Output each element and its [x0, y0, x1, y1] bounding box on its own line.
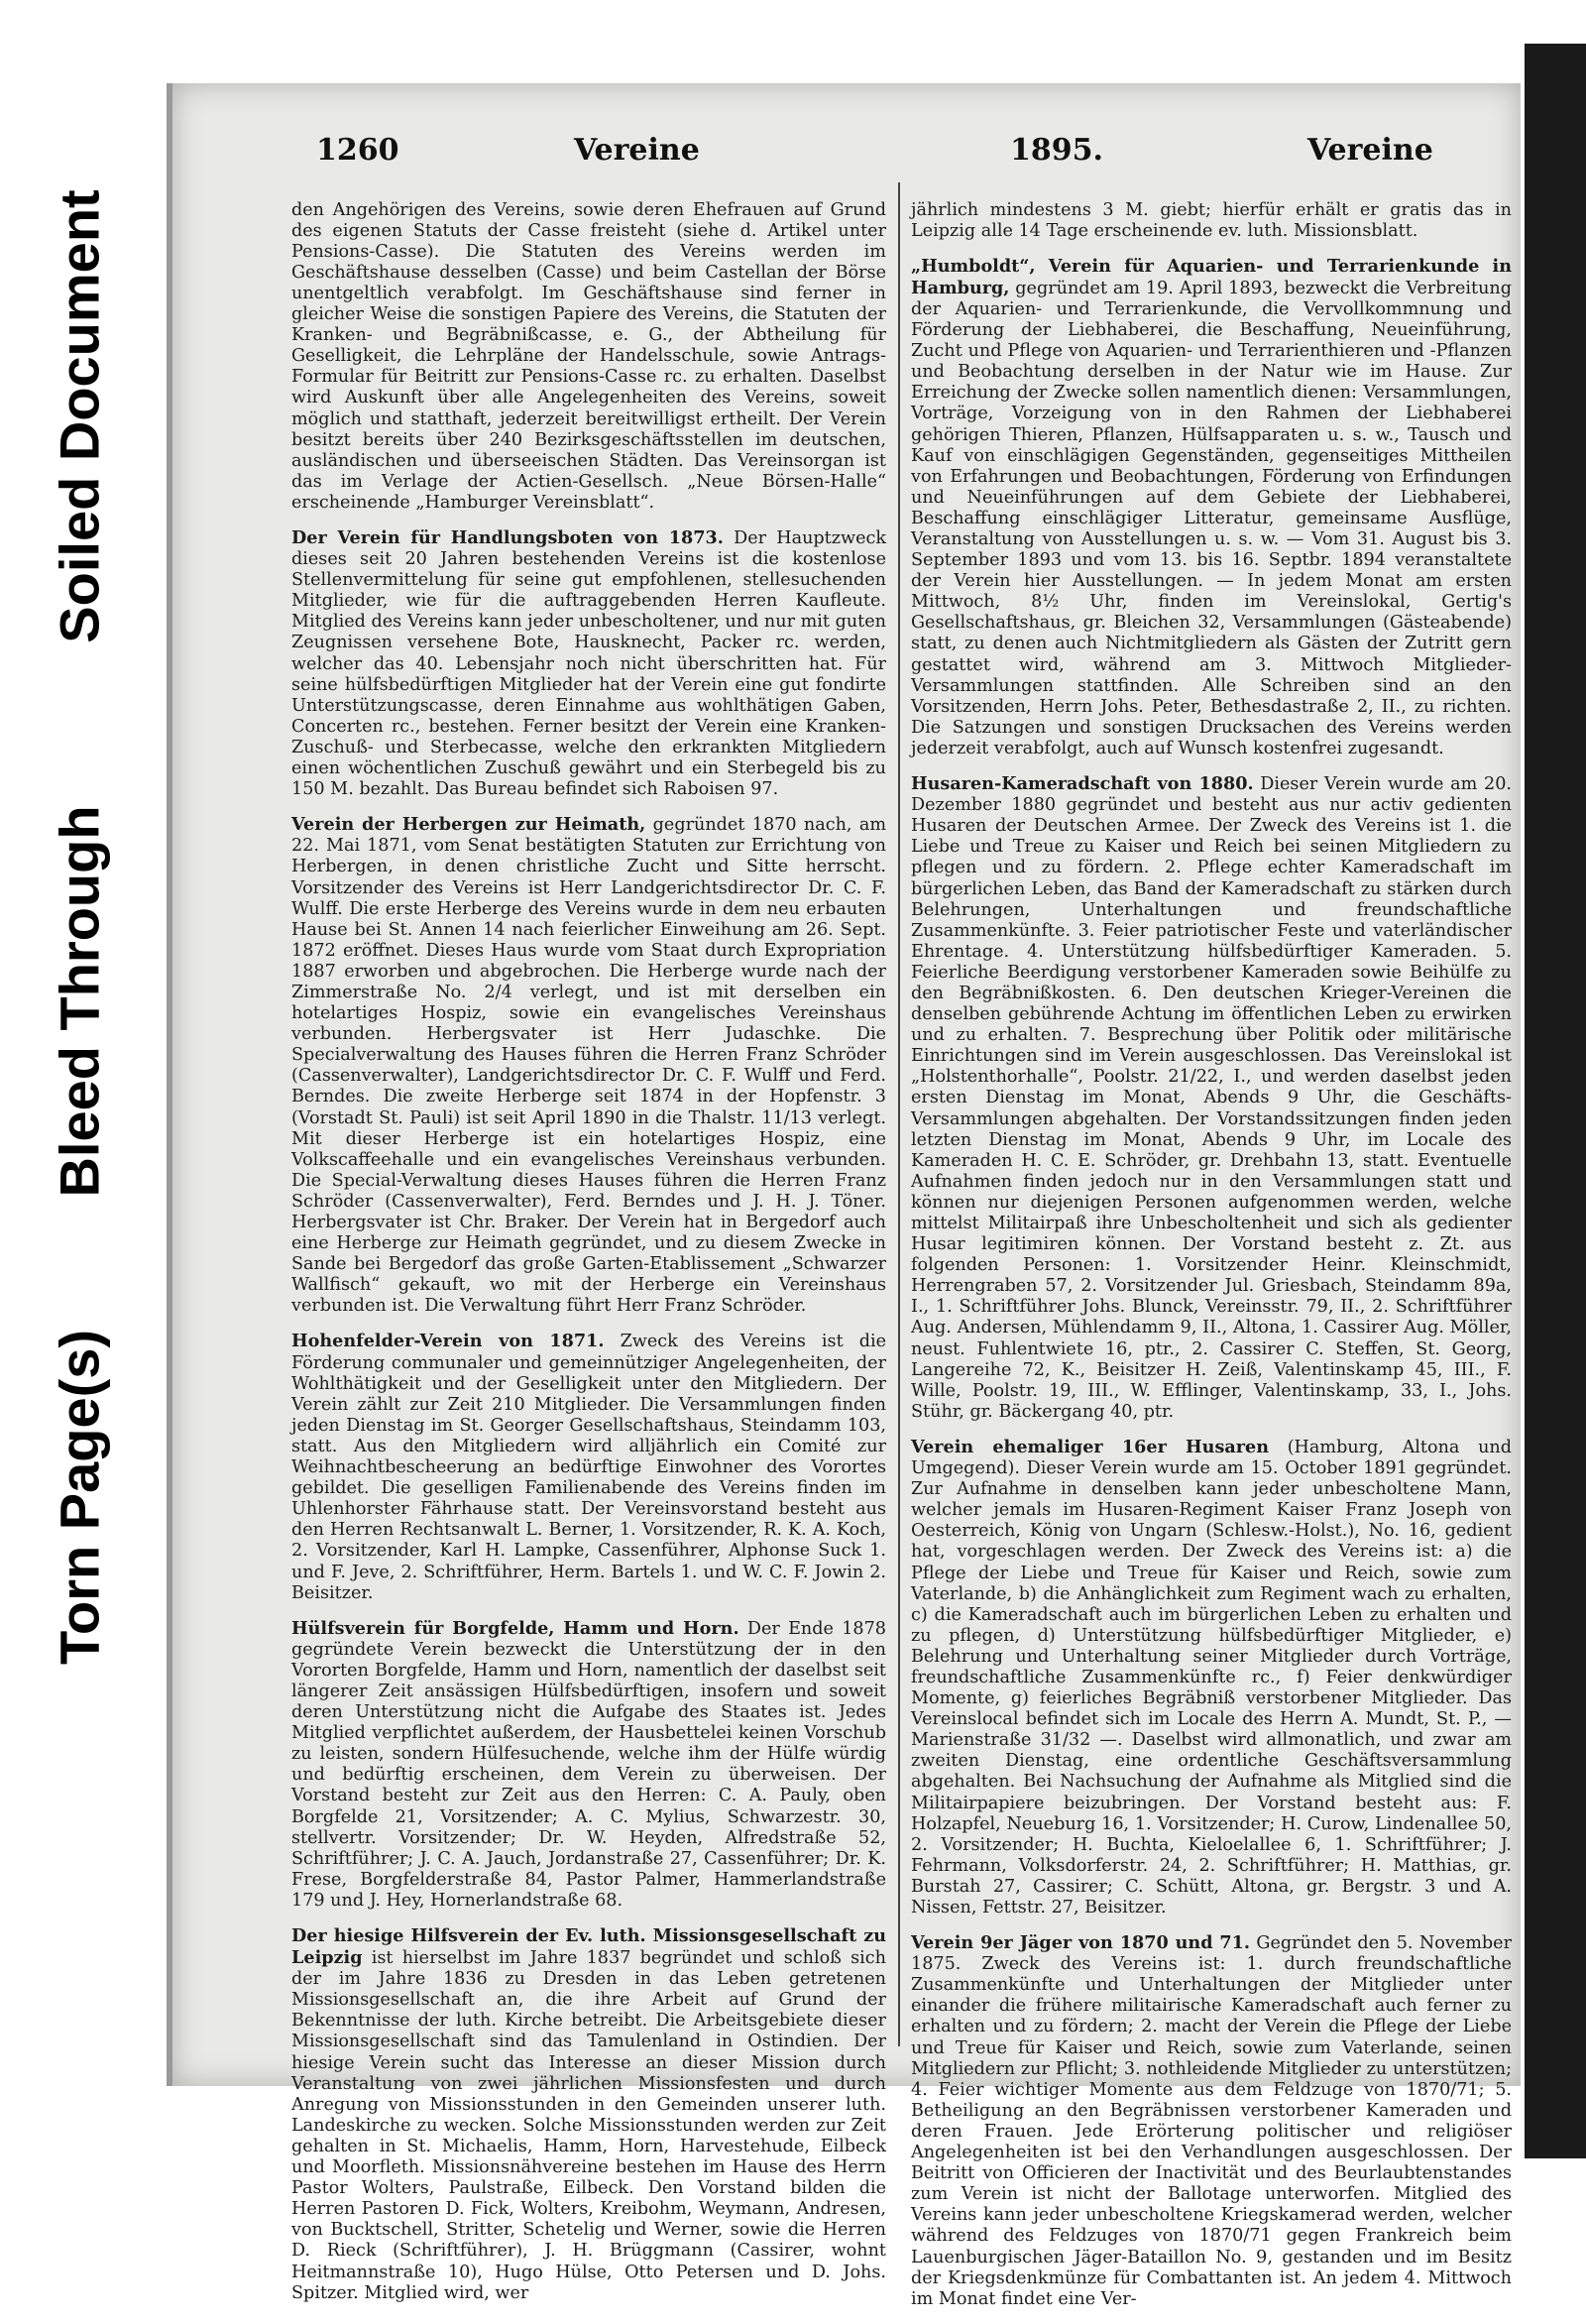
entry-body: Der Ende 1878 gegründete Verein bezweckt die Unterstützung der in den Vororten Borgfelde, Hamm und Horn, namentlich der daselbst seit längerer Zeit ansässigen Hülfsbedürftigen, insofern und soweit deren Unterstützung nicht die Aufgabe des Staates ist. Jedes Mitglied verpflichtet außerdem, der Hausbettelei keinen Vorschub zu leisten, sondern Hülfesuchende, welche ihm der Hülfe würdig und bedürftig erscheinen, dem Verein zu überweisen. Der Vorstand besteht zur Zeit aus den Herren: C. A. Pauly, oben Borgfelde 21, Vorsitzender; A. C. Mylius, Schwarzestr. 30, stellvertr. Vorsitzender; Dr. W. Heyden, Alfredstraße 52, Schriftführer; J. C. A. Jauch, Jordanstraße 27, Cassenführer; Dr. K. Frese, Borgfelderstraße 84, Pastor Palmer, Hammerlandstraße 179 und J. Hey, Hornerlandstraße 68.: [291, 1618, 886, 1911]
entry-title: Hohenfelder-Verein von 1871.: [291, 1331, 605, 1352]
entry-missionsgesellschaft: [291, 1925, 886, 2304]
soiled-document-label: Soiled Document: [48, 189, 111, 643]
left-continuation-text: den Angehörigen des Vereins, sowie deren Ehefrauen auf Grund des eigenen Statuts der Casse freisteht (siehe d. Artikel unter Pensions-Casse). Die Statuten des Vereins werden im Geschäftshause desselben (Casse) und beim Castellan der Börse unentgeltlich verabfolgt. Im Geschäftshause sind ferner in gleicher Weise die sonstigen Papiere des Vereins, die Statuten der Kranken- und Begräbnißcasse, e. G., der Abtheilung für Geselligkeit, die Lehrpläne der Handelsschule, sowie Antrags-Formular für Beitritt zur Pensions-Casse rc. zu erhalten. Daselbst wird Auskunft über alle Angelegenheiten des Vereins, soweit möglich und statthaft, jederzeit bereitwilligst ertheilt. Der Verein besitzt bereits über 240 Bezirksgeschäftsstellen im deutschen, ausländischen und überseeischen Städten. Das Vereinsorgan ist das im Verlage der Actien-Gesellsch. „Neue Börsen-Halle“ erscheinende „Hamburger Vereinsblatt“.: [291, 199, 886, 513]
entry-title: Verein 9er Jäger von 1870 und 71.: [911, 1932, 1251, 1954]
bleed-through-label: Bleed Through: [48, 805, 111, 1198]
entry-body: gegründet 1870 nach, am 22. Mai 1871, vom Senat bestätigten Statuten zur Errichtung von Herbergen, in denen christliche Zucht und Sitte herrscht. Vorsitzender des Vereins ist Herr Landgerichtsdirector Dr. C. F. Wulff. Die erste Herberge des Vereins wurde in dem neu erbauten Hause bei St. Annen 14 nach feierlicher Einweihung am 26. Sept. 1872 eröffnet. Dieses Haus wurde vom Staat durch Expropriation 1887 erworben und abgebrochen. Die Herberge wurde nach der Zimmerstraße No. 2/4 verlegt, und ist mit derselben ein hotelartiges Hospiz, sowie ein evangelisches Vereinshaus verbunden. Herbergsvater ist Herr Judaschke. Die Specialverwaltung des Hauses führen die Herren Franz Schröder (Cassenverwalter), Landgerichtsdirector Dr. C. F. Wulff und Ferd. Berndes. Die zweite Herberge seit 1874 in der Hopfenstr. 3 (Vorstadt St. Pauli) ist seit April 1890 in die Thalstr. 11/13 verlegt. Mit dieser Herberge ist ein hotelartiges Hospiz, eine Volkscaffeehalle und ein evangelisches Vereinshaus verbunden. Die Special-Verwaltung dieses Hauses führen die Herren Franz Schröder (Cassenverwalter), Ferd. Berndes und J. H. J. Töner. Herbergsvater ist Chr. Braker. Der Verein hat in Bergedorf auch eine Herberge zur Heimath gegründet, und zu diesem Zwecke in Sande bei Bergedorf das große Garten-Etablissement „Schwarzer Wallfisch“ gekauft, wo mit der Herberge ein Vereinshaus verbunden ist. Die Verwaltung führt Herr Franz Schröder.: [291, 815, 887, 1317]
year-heading: 1895.: [1010, 133, 1103, 168]
entry-body: gegründet am 19. April 1893, bezweckt die Verbreitung der Aquarien- und Terrarienkunde, die Vervollkommnung und Förderung der Liebhaberei, die Beschaffung, Neueinführung, Zucht und Pflege von Aquarien- und Terrarienthieren und -Pflanzen und Beobachtung derselben in der Natur wie im Hause. Zur Erreichung der Zwecke sollen namentlich dienen: Versammlungen, Vorträge, Vorzeigung von in den Rahmen der Liebhaberei gehörigen Thieren, Pflanzen, Hülfsapparaten u. s. w., Tausch und Kauf von einschlägigen Gegenständen, gegenseitiges Mittheilen von Erfahrungen und Beobachtungen, Förderung von Erfindungen und Neueinführungen auf dem Gebiete der Liebhaberei, Beschaffung einschlägiger Litteratur, gemeinsame Ausflüge, Veranstaltung von Ausstellungen u. s. w. — Vom 31. August bis 3. September 1893 und vom 13. bis 16. Septbr. 1894 veranstaltete der Verein hier Ausstellungen. — In jedem Monat am ersten Mittwoch, 8½ Uhr, finden im Vereinslokal, Gertig's Gesellschaftshaus, gr. Bleichen 32, Versammlungen (Gästeabende) statt, zu denen auch Nichtmitgliedern als Gästen der Zutritt gern gestattet wird, während am 3. Mittwoch Mitglieder-Versammlungen stattfinden. Alle Schreiben sind an den Vorsitzenden, Herrn Johs. Peter, Bethesdastraße 2, II., zu richten. Die Satzungen und sonstigen Drucksachen des Vereins werden jederzeit verabfolgt, auch auf Wunsch kostenfrei zugesandt.: [911, 278, 1512, 758]
entry-title: Hülfsverein für Borgfelde, Hamm und Horn.: [291, 1617, 739, 1639]
entry-title: Der Verein für Handlungsboten von 1873.: [291, 527, 724, 548]
left-running-title: Vereine: [574, 133, 700, 168]
left-column: [291, 182, 886, 2318]
entry-body: Dieser Verein wurde am 20. Dezember 1880 gegründet und besteht aus nur activ gedienten Husaren der Deutschen Armee. Der Zweck des Vereins ist 1. die Liebe und Treue zu Kaiser und Reich bei seinen Mitgliedern zu pflegen und zu fördern. 2. Pflege echter Kameradschaft im bürgerlichen Leben, das Band der Kameradschaft zu stärken durch Belehrungen, Unterhaltungen und freundschaftliche Zusammenkünfte. 3. Feier patriotischer Feste und vaterländischer Ehrentage. 4. Unterstützung hülfsbedürftiger Kameraden. 5. Feierliche Beerdigung verstorbener Kameraden sowie Beihülfe zu den Begräbnißkosten. 6. Den deutschen Krieger-Vereinen die denselben gebührende Achtung im öffentlichen Leben zu erwirken und zu erhalten. 7. Besprechung über Politik oder militärische Einrichtungen sind im Verein ausgeschlossen. Das Vereinslokal ist „Holstenthorhalle“, Poolstr. 21/22, I., und werden daselbst jeden ersten Dienstag im Monat, Abends 9 Uhr, die Geschäfts-Versammlungen abgehalten. Der Vorstandssitzungen finden jeden letzten Dienstag im Monat, Abends 9 Uhr, im Locale des Kameraden H. C. E. Schröder, gr. Drehbahn 13, statt. Eventuelle Aufnahmen finden jedoch nur in den Versammlungen statt und können nur diejenigen Personen aufgenommen werden, welche mittelst Militairpaß ihre Unbescholtenheit und sich als gedienter Husar legitimiren können. Der Vorstand besteht z. Zt. aus folgenden Personen: 1. Vorsitzender Heinr. Kleinschmidt, Herrengraben 57, 2. Vorsitzender Jul. Griesbach, Steindamm 89a, I., 1. Schriftführer Johs. Blunck, Vereinsstr. 79, II., 2. Schriftführer Aug. Andersen, Mühlendamm 9, II., Altona, 1. Cassirer Aug. Möller, neust. Fuhlentwiete 16, ptr., 2. Cassirer C. Steffen, St. Georg, Langereihe 72, K., Beisitzer H. Zeiß, Valentinskamp 45, III., F. Wille, Poolstr. 19, III., W. Efflinger, Valentinskamp, 33, I., Johs. Stühr, gr. Bäckergang 40, ptr.: [911, 774, 1512, 1422]
entry-title: Der hiesige Hilfsverein der Ev. luth. Missionsgesellschaft zu Leipzig: [291, 1925, 886, 1969]
right-column: [911, 182, 1512, 2324]
page-number: 1260: [316, 133, 399, 168]
entry-herbergen: [291, 814, 886, 1317]
entry-body: (Hamburg, Altona und Umgegend). Dieser Verein wurde am 15. October 1891 gegründet. Zur Aufnahme in denselben kann jeder unbescholtene Mann, welcher jemals im Husaren-Regiment Kaiser Franz Joseph von Oesterreich, König von Ungarn (Schlesw.-Holst.), No. 16, gedient hat, vorgeschlagen werden. Der Zweck des Vereins ist: a) die Pflege der Liebe und Treue für Kaiser und Reich, sowie zum Vaterlande, b) die Anhänglichkeit zum Regiment wach zu erhalten, c) die Kameradschaft auch im bürgerlichen Leben zu erhalten und zu pflegen, d) Unterstützung hülfsbedürftiger Mitglieder, e) Belehrung und Unterhaltung seiner Mitglieder durch Vorträge, freundschaftliche Zusammenkünfte rc., f) Feier denkwürdiger Momente, g) feierliches Begräbniß verstorbener Mitglieder. Das Vereinslocal befindet sich im Locale des Herrn A. Mundt, St. P., — Marienstraße 31/32 —. Daselbst wird allmonatlich, und zwar am zweiten Dienstag, eine ordentliche Geschäftsversammlung abgehalten. Bei Nachsuchung der Aufnahme als Mitglied sind die Militairpapiere beizubringen. Der Vorstand besteht aus: F. Holzapfel, Neueburg 16, 1. Vorsitzender; H. Curow, Lindenallee 50, 2. Vorsitzender; H. Buchta, Kieloelallee 6, 1. Schriftführer; J. Fehrmann, Volksdorferstr. 24, 2. Schriftführer; H. Matthias, gr. Burstah 27, Cassirer; C. Schütt, Altona, gr. Bergstr. 3 und A. Nissen, Fettstr. 27, Beisitzer.: [911, 1437, 1512, 1917]
entry-body: Gegründet den 5. November 1875. Zweck des Vereins ist: 1. durch freundschaftliche Zusammenkünfte und Unterhaltungen der Mitglieder unter einander die frühere militairische Kameradschaft auch ferner zu erhalten und zu fördern; 2. macht der Verein die Pflege der Liebe und Treue für Kaiser und Reich, sowie zum Vaterlande, seinen Mitgliedern zur Pflicht; 3. nothleidende Mitglieder zu unterstützen; 4. Feier wichtiger Momente aus dem Feldzuge von 1870/71; 5. Betheiligung an den Begräbnissen verstorbener Kameraden und deren Frauen. Jede Erörterung politischer und religiöser Angelegenheiten ist bei den Verhandlungen ausgeschlossen. Der Beitritt von Officieren der Inactivität und des Beurlaubtenstandes zum Verein ist nicht der Ballotage unterworfen. Mitglied des Vereins kann jeder unbescholtene Kriegskamerad werden, welcher während des Feldzuges von 1870/71 gegen Frankreich beim Lauenburgischen Jäger-Bataillon No. 9, gestanden und im Besitz der Kriegsdenkmünze für Combattanten ist. An jedem 4. Mittwoch im Monat findet eine Ver-: [911, 1933, 1512, 2309]
column-divider: [898, 182, 900, 2046]
scan-dark-edge: [1525, 44, 1586, 2158]
entry-16er-husaren: [911, 1437, 1512, 1918]
entry-title: „Humboldt“, Verein für Aquarien- und Terrarienkunde in Hamburg,: [911, 255, 1512, 298]
scanned-page: [167, 83, 1521, 2309]
right-continuation-text: jährlich mindestens 3 M. giebt; hierfür erhält er gratis das in Leipzig alle 14 Tage erscheinende ev. luth. Missionsblatt.: [911, 199, 1512, 241]
page-header: [316, 133, 1451, 182]
entry-body: ist hierselbst im Jahre 1837 begründet und schloß sich der im Jahre 1836 zu Dresden in das Leben getretenen Missionsgesellschaft an, die ihre Arbeit auf Grund der Bekenntnisse der luth. Kirche betreibt. Die Arbeitsgebiete dieser Missionsgesellschaft sind das Tamulenland in Ostindien. Der hiesige Verein sucht das Interesse an dieser Mission durch Veranstaltung von zwei jährlichen Missionsfesten und durch Anregung von Missionsstunden in den Gemeinden unserer luth. Landeskirche zu wecken. Solche Missionsstunden werden zur Zeit gehalten in St. Michaelis, Hamm, Horn, Harvestehude, Eilbeck und Moorfleth. Missionsnähvereine bestehen im Hause des Herrn Pastor Wolters, Paulstraße, Eilbeck. Den Vorstand bilden die Herren Pastoren D. Fick, Wolters, Kreibohm, Weymann, Andresen, von Bucktschell, Stritter, Schetelig und Werner, sowie die Herren D. Rieck (Schriftführer), J. H. Brüggmann (Cassirer, wohnt Heitmannstraße 10), Hugo Hülse, Otto Petersen und D. Johs. Spitzer. Mitglied wird, wer: [291, 1948, 886, 2303]
entry-title: Verein ehemaliger 16er Husaren: [911, 1436, 1270, 1457]
entry-body: Zweck des Vereins ist die Förderung communaler und gemeinnütziger Angelegenheiten, der Wohlthätigkeit und der Geselligkeit unter den Mitgliedern. Der Verein zählt zur Zeit 210 Mitglieder. Die Versammlungen finden jeden Dienstag im St. Georger Gesellschaftshaus, Steindamm 103, statt. Aus den Mitgliedern wird alljährlich ein Comité zur Weihnachtbescheerung an bedürftige Einwohner des Vorortes gebildet. Die geselligen Familienabende des Vereins finden im Uhlenhorster Fährhause statt. Der Vereinsvorstand besteht aus den Herren Rechtsanwalt L. Berner, 1. Vorsitzender, R. K. A. Koch, 2. Vorsitzender, Karl H. Lampke, Cassenführer, Alphonse Suck 1. und F. Jeve, 2. Schriftführer, Herm. Bartels 1. und W. C. F. Jowin 2. Beisitzer.: [291, 1332, 886, 1603]
entry-title: Verein der Herbergen zur Heimath,: [291, 814, 646, 836]
entry-9er-jaeger: [911, 1932, 1512, 2310]
entry-hohenfelder: [291, 1331, 886, 1603]
torn-pages-label: Torn Page(s): [48, 1329, 111, 1666]
entry-humboldt: [911, 256, 1512, 759]
entry-handlungsboten: [291, 527, 886, 800]
right-running-title: Vereine: [1307, 133, 1433, 168]
entry-husaren-kameradschaft: [911, 773, 1512, 1423]
condition-labels: [0, 0, 159, 2158]
entry-body: Der Hauptzweck dieses seit 20 Jahren bestehenden Vereins ist die kostenlose Stellenvermittelung für seine gut empfohlenen, stellesuchenden Mitglieder, wie für die auftraggebenden Herren Kaufleute. Mitglied des Vereins kann jeder unbescholtener, und nur mit guten Zeugnissen versehene Bote, Hausknecht, Packer rc. werden, welcher das 40. Lebensjahr noch nicht überschritten hat. Für seine hülfsbedürftigen Mitglieder hat der Verein eine gut fondirte Unterstützungscasse, deren Einnahme aus wohlthätigen Gaben, Concerten rc., bestehen. Ferner besitzt der Verein eine Kranken-Zuschuß- und Sterbecasse, welche den erkrankten Mitgliedern einen wöchentlichen Zuschuß gewährt und ein Sterbegeld bis zu 150 M. bezahlt. Das Bureau befindet sich Raboisen 97.: [291, 528, 886, 800]
entry-huelfsverein: [291, 1618, 886, 1912]
entry-title: Husaren-Kameradschaft von 1880.: [911, 773, 1254, 795]
